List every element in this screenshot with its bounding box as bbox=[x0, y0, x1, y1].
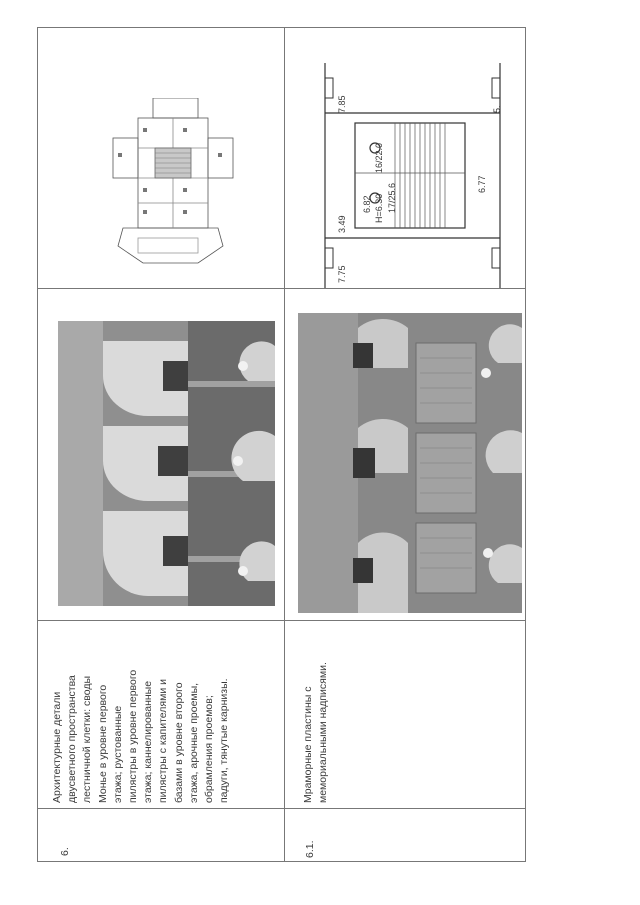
description-line: падуги, тянутые карнизы. bbox=[218, 678, 231, 803]
row-number-6: 6. bbox=[59, 847, 71, 856]
row-6-description bbox=[50, 670, 232, 803]
table-column-divider bbox=[38, 288, 525, 289]
plan-label-e: 17/25.6 bbox=[387, 182, 397, 213]
plan-label-d: 16/22.0 bbox=[374, 142, 384, 173]
description-line: Монье в уровне первого bbox=[96, 684, 109, 803]
description-line: Архитектурные детали bbox=[51, 691, 63, 803]
description-line: Мраморные пластины с bbox=[302, 686, 314, 803]
staircase-plan-detail bbox=[300, 63, 522, 288]
row-6-1-description bbox=[301, 662, 331, 803]
table-column-divider bbox=[38, 808, 525, 809]
plan-label-b: 6.82 bbox=[362, 195, 372, 213]
description-line: пилястры с капителями и bbox=[157, 679, 170, 803]
description-line: этажа; рустованные bbox=[111, 705, 124, 803]
stair-hall-photo bbox=[58, 321, 275, 606]
description-line: пилястры в уровне первого bbox=[127, 669, 140, 803]
description-line: двусветного пространства bbox=[66, 675, 79, 803]
description-line: мемориальными надписями. bbox=[317, 662, 330, 803]
marble-plaques-photo bbox=[298, 313, 522, 613]
table-column-divider bbox=[38, 620, 525, 621]
floor-plan-overview bbox=[83, 98, 258, 268]
plan-label-g: 7.85 bbox=[337, 95, 347, 113]
table-row-divider bbox=[284, 28, 285, 861]
rotated-table bbox=[37, 27, 526, 862]
plan-label-a: 7.75 bbox=[337, 265, 347, 283]
plan-label-c: Н=6.30 bbox=[374, 193, 384, 223]
plan-label-i: 5. bbox=[492, 105, 502, 113]
plan-label-f: 6.77 bbox=[477, 175, 487, 193]
description-line: базами в уровне второго bbox=[172, 682, 185, 803]
description-line: этажа, арочные проемы, bbox=[187, 682, 200, 803]
plan-label-h: 3.49 bbox=[337, 215, 347, 233]
row-number-6-1: 6.1. bbox=[304, 840, 316, 858]
description-line: лестничной клетки: своды bbox=[81, 675, 94, 803]
description-line: этажа; каннелированные bbox=[142, 680, 155, 803]
description-line: обрамления проемов; bbox=[203, 695, 216, 803]
